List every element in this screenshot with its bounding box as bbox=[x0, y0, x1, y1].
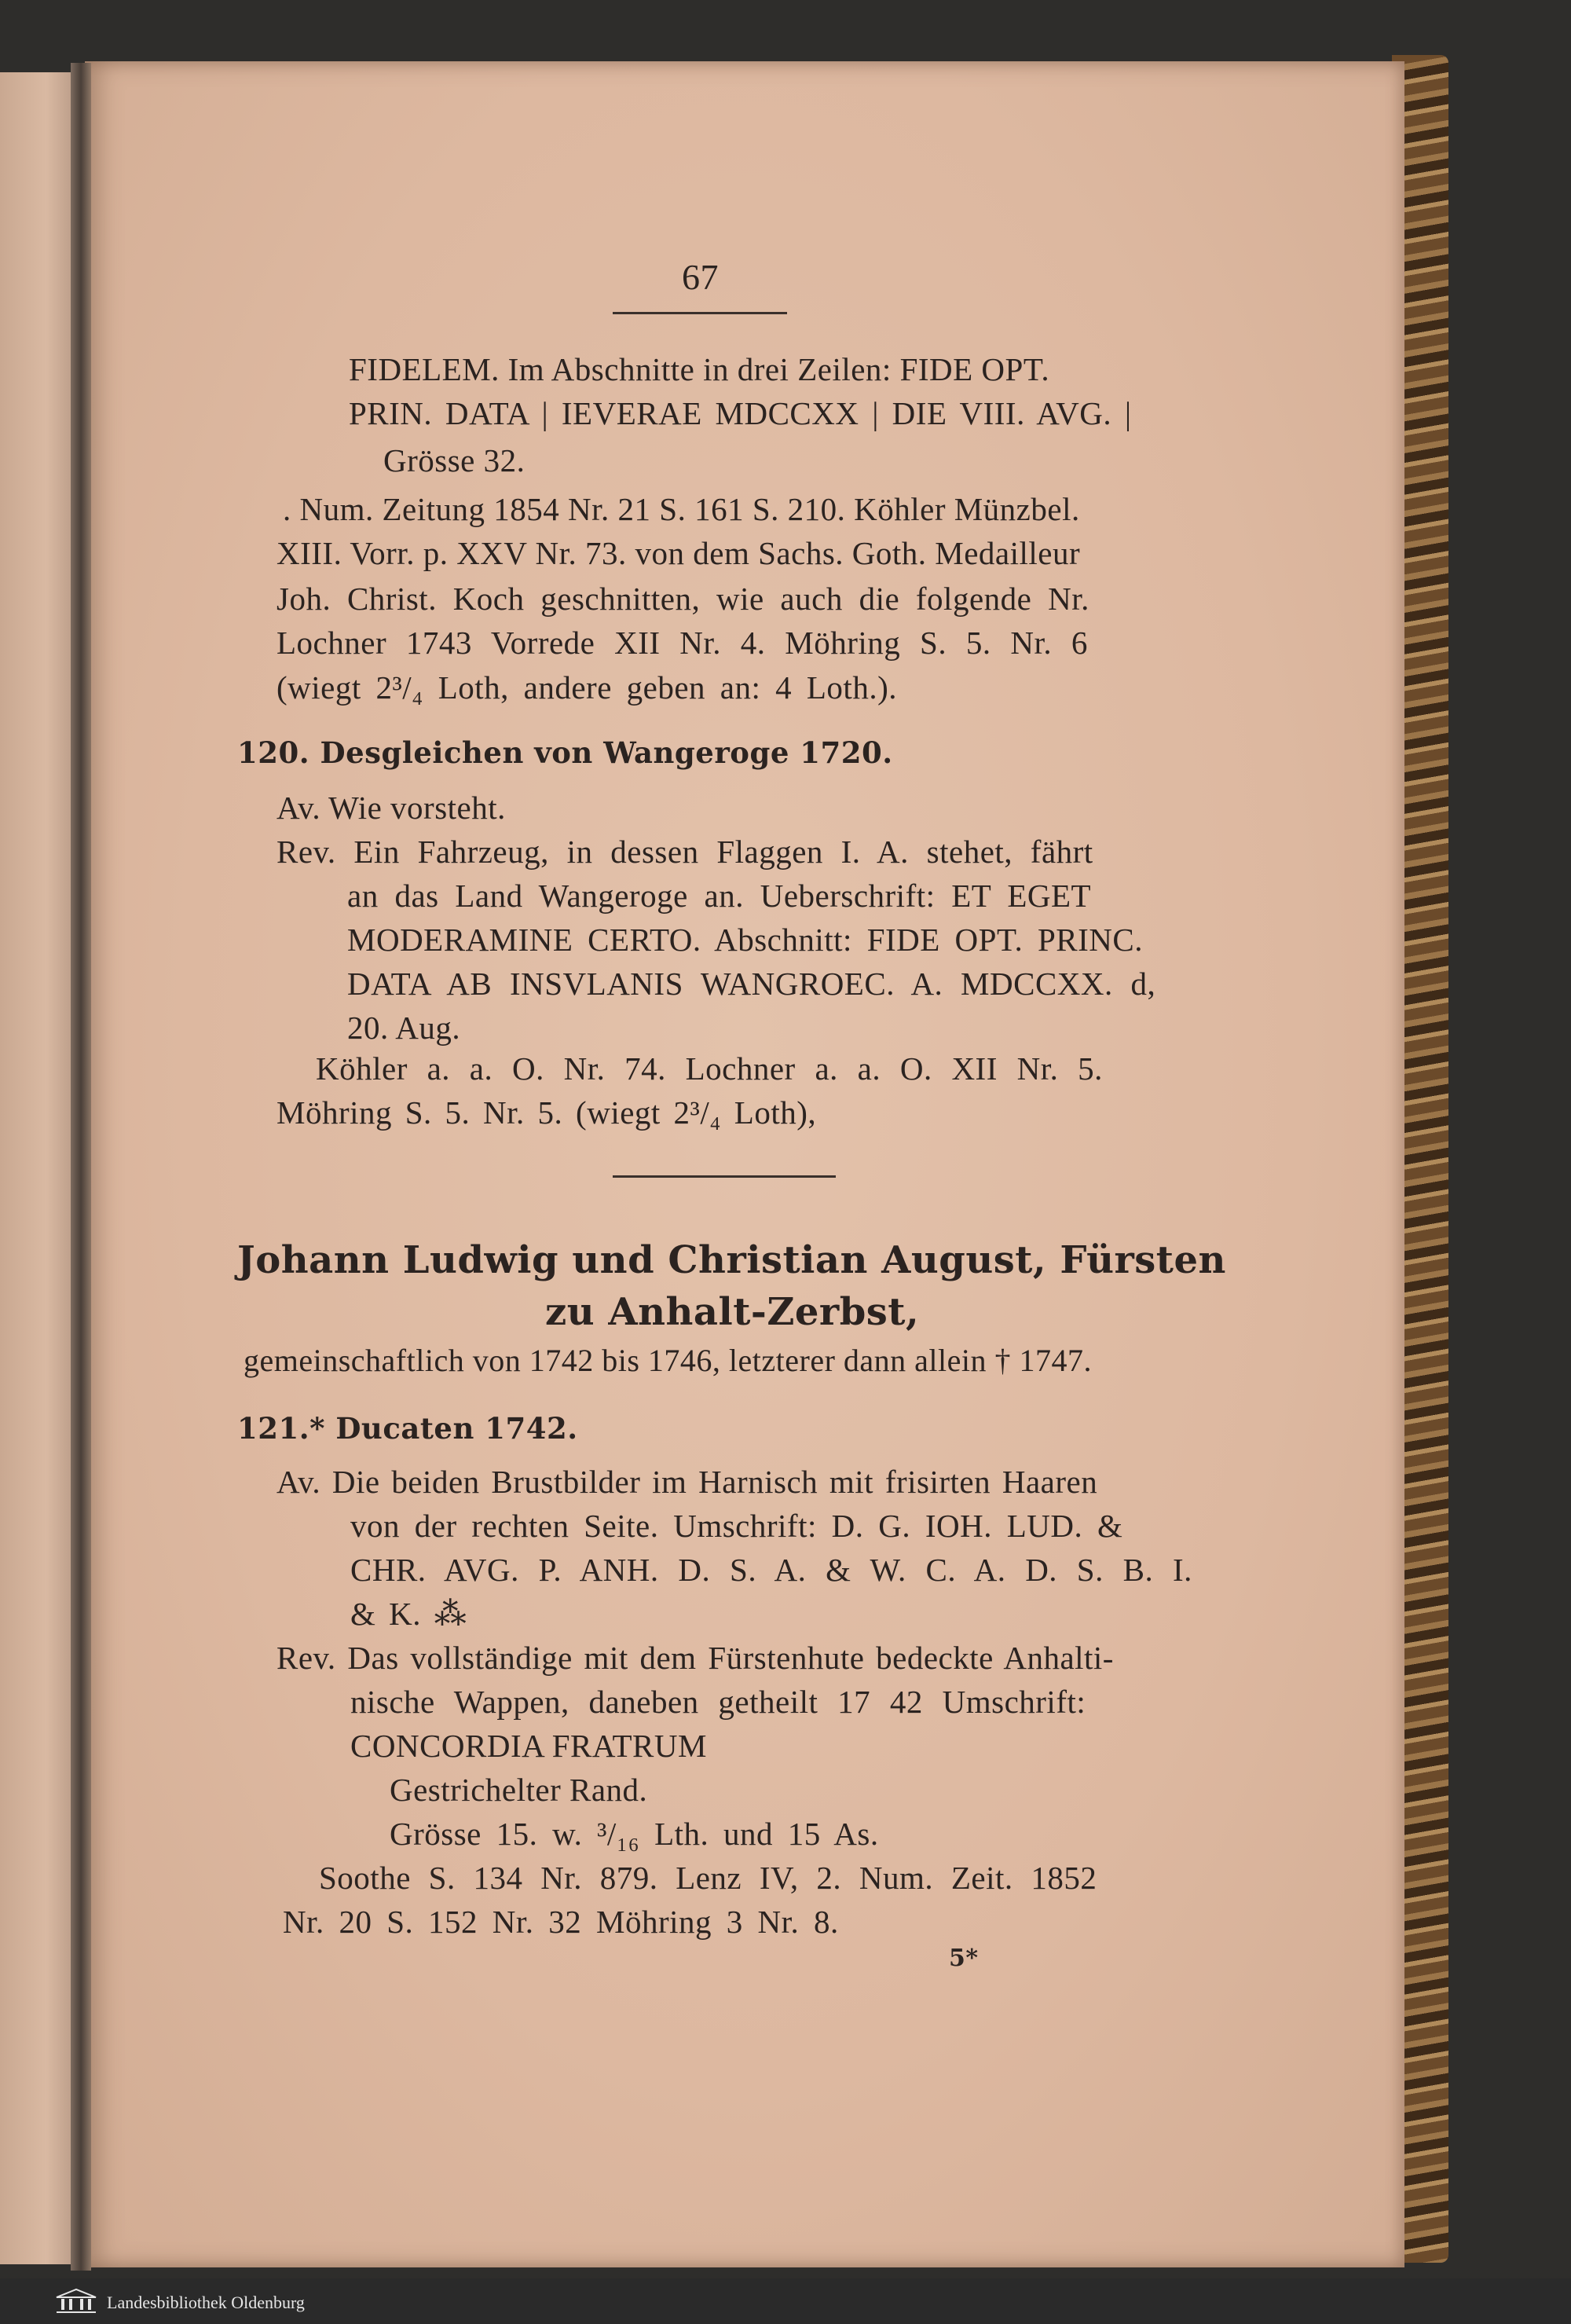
entry-120-refs-2: Möhring S. 5. Nr. 5. (wiegt 2³/₄ Loth), bbox=[276, 1094, 817, 1131]
entry-121-av-1: Av. Die beiden Brustbilder im Harnisch mit frisirten Haaren bbox=[276, 1464, 1098, 1500]
entry-121-rev-2: nische Wappen, daneben getheilt 17 42 Umschrift: bbox=[350, 1684, 1086, 1720]
refs-119-line-4: Lochner 1743 Vorrede XII Nr. 4. Möhring S. 5. Nr. 6 bbox=[276, 625, 1088, 661]
continuation-line-3: Grösse 32. bbox=[383, 442, 525, 478]
library-name: Landesbibliothek Oldenburg bbox=[107, 2293, 305, 2312]
entry-121-rev-1: Rev. Das vollständige mit dem Fürstenhute bedeckte Anhalti- bbox=[276, 1640, 1114, 1676]
continuation-line-1: FIDELEM. Im Abschnitte in drei Zeilen: FIDE OPT. bbox=[349, 351, 1050, 387]
book-gutter bbox=[71, 63, 91, 2271]
previous-page-edge bbox=[0, 72, 77, 2264]
entry-121-rev-5: Grösse 15. w. ³/₁₆ Lth. und 15 As. bbox=[390, 1816, 879, 1852]
page-number-rule bbox=[613, 312, 787, 314]
entry-120-rev-2: an das Land Wangeroge an. Ueberschrift: ET EGET bbox=[347, 878, 1092, 914]
entry-120-rev-3: MODERAMINE CERTO. Abschnitt: FIDE OPT. PRINC. bbox=[347, 922, 1143, 958]
entry-121-av-4: & K. ⁂ bbox=[350, 1596, 467, 1632]
entry-120-rev-5: 20. Aug. bbox=[347, 1010, 461, 1046]
section-title-line-2: zu Anhalt-Zerbst, bbox=[545, 1290, 920, 1334]
entry-121-av-2: von der rechten Seite. Umschrift: D. G. IOH. LUD. & bbox=[350, 1508, 1123, 1544]
entry-121-rev-3: CONCORDIA FRATRUM bbox=[350, 1728, 707, 1764]
entry-120-av: Av. Wie vorsteht. bbox=[276, 790, 506, 826]
entry-121-av-3: CHR. AVG. P. ANH. D. S. A. & W. C. A. D. S. B. I. bbox=[350, 1552, 1192, 1588]
signature-mark: 5* bbox=[949, 1945, 979, 1972]
entry-120-refs-1: Köhler a. a. O. Nr. 74. Lochner a. a. O. XII Nr. 5. bbox=[316, 1050, 1103, 1087]
refs-119-line-3: Joh. Christ. Koch geschnitten, wie auch die folgende Nr. bbox=[276, 581, 1089, 617]
section-divider bbox=[613, 1175, 836, 1178]
entry-121-refs-1: Soothe S. 134 Nr. 879. Lenz IV, 2. Num. Zeit. 1852 bbox=[319, 1860, 1097, 1896]
entry-121-refs-2: Nr. 20 S. 152 Nr. 32 Möhring 3 Nr. 8. bbox=[283, 1904, 839, 1940]
library-footer bbox=[0, 2278, 1571, 2324]
entry-120-rev-4: DATA AB INSVLANIS WANGROEC. A. MDCCXX. d, bbox=[347, 966, 1156, 1002]
continuation-line-2: PRIN. DATA | IEVERAE MDCCXX | DIE VIII. AVG. | bbox=[349, 395, 1132, 431]
page-number: 67 bbox=[682, 257, 719, 297]
refs-119-line-1: . Num. Zeitung 1854 Nr. 21 S. 161 S. 210. Köhler Münzbel. bbox=[283, 491, 1080, 527]
section-subtitle: gemeinschaftlich von 1742 bis 1746, letzterer dann allein † 1747. bbox=[244, 1343, 1092, 1378]
section-title-line-1: Johann Ludwig und Christian August, Fürsten bbox=[237, 1238, 1226, 1282]
entry-121-rev-4: Gestrichelter Rand. bbox=[390, 1772, 648, 1808]
entry-120-rev-1: Rev. Ein Fahrzeug, in dessen Flaggen I. A. stehet, fährt bbox=[276, 834, 1093, 870]
entry-121-heading: 121.* Ducaten 1742. bbox=[237, 1411, 578, 1446]
refs-119-line-2: XIII. Vorr. p. XXV Nr. 73. von dem Sachs. Goth. Medailleur bbox=[276, 535, 1081, 571]
entry-120-heading: 120. Desgleichen von Wangeroge 1720. bbox=[237, 735, 893, 770]
refs-119-line-5: (wiegt 2³/₄ Loth, andere geben an: 4 Loth.). bbox=[276, 669, 897, 706]
library-building-icon bbox=[55, 2288, 97, 2315]
